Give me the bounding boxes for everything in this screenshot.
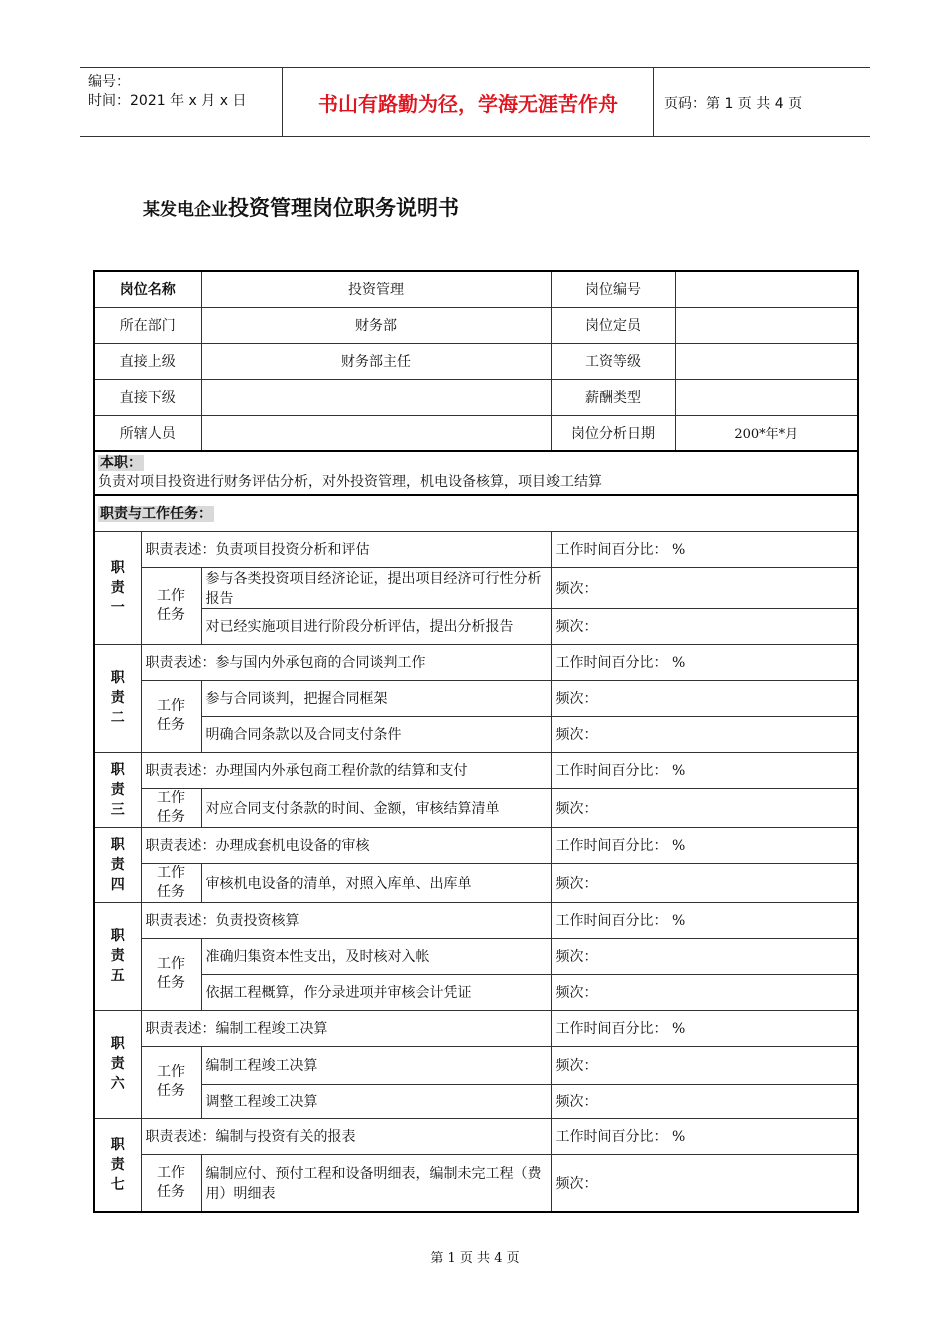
task-text: 对已经实施项目进行阶段分析评估，提出分析报告 xyxy=(201,608,551,644)
tasks-header-row xyxy=(94,495,858,531)
frequency-label: 频次： xyxy=(551,788,858,827)
time-label: 时间：2021 年 x 月 x 日 xyxy=(88,93,247,109)
info-row xyxy=(94,343,858,379)
percent-label: 工作时间百分比： % xyxy=(551,827,858,863)
task-text: 明确合同条款以及合同支付条件 xyxy=(201,716,551,752)
duty-desc-row xyxy=(94,1118,858,1154)
frequency-label: 频次： xyxy=(551,974,858,1010)
task-text: 对应合同支付条款的时间、金额，审核结算清单 xyxy=(201,788,551,827)
title-org: 某发电企业 xyxy=(143,200,228,220)
task-text: 依据工程概算，作分录进项并审核会计凭证 xyxy=(201,974,551,1010)
task-label: 工作 任务 xyxy=(141,938,201,1010)
duty-number: 职 责 七 xyxy=(94,1118,141,1212)
task-row xyxy=(94,1084,858,1118)
frequency-label: 频次： xyxy=(551,1154,858,1212)
task-row xyxy=(94,1046,858,1084)
pay-label: 薪酬类型 xyxy=(551,379,675,415)
duty-number: 职 责 五 xyxy=(94,902,141,1010)
info-row xyxy=(94,415,858,451)
grade-value xyxy=(675,343,858,379)
info-row xyxy=(94,307,858,343)
date-label: 岗位分析日期 xyxy=(551,415,675,451)
info-row xyxy=(94,379,858,415)
percent-label: 工作时间百分比： % xyxy=(551,1010,858,1046)
frequency-label: 频次： xyxy=(551,938,858,974)
frequency-label: 频次： xyxy=(551,1084,858,1118)
subordinate-label: 直接下级 xyxy=(94,379,201,415)
page-title xyxy=(143,192,459,222)
header-motto: 书山有路勤为径，学海无涯苦作舟 xyxy=(283,68,654,136)
post-name-value: 投资管理 xyxy=(201,271,551,307)
task-text: 编制工程竣工决算 xyxy=(201,1046,551,1084)
percent-label: 工作时间百分比： % xyxy=(551,644,858,680)
duty-desc-row xyxy=(94,644,858,680)
frequency-label: 频次： xyxy=(551,716,858,752)
task-label: 工作 任务 xyxy=(141,1154,201,1212)
info-row xyxy=(94,271,858,307)
staff-value xyxy=(201,415,551,451)
superior-value: 财务部主任 xyxy=(201,343,551,379)
tasks-header-cell xyxy=(94,495,858,531)
duty-label: 本职： xyxy=(100,455,142,471)
duty-number: 职 责 一 xyxy=(94,531,141,644)
frequency-label: 频次： xyxy=(551,1046,858,1084)
task-label: 工作 任务 xyxy=(141,788,201,827)
post-name-label: 岗位名称 xyxy=(94,271,201,307)
duty-desc-row xyxy=(94,1010,858,1046)
percent-label: 工作时间百分比： % xyxy=(551,752,858,788)
task-row xyxy=(94,1154,858,1212)
staff-label: 所辖人员 xyxy=(94,415,201,451)
duty-desc-row xyxy=(94,827,858,863)
quota-label: 岗位定员 xyxy=(551,307,675,343)
header-page-code: 页码：第 1 页 共 4 页 xyxy=(664,96,803,112)
task-row xyxy=(94,608,858,644)
task-row xyxy=(94,974,858,1010)
duty-description: 职责表述：负责项目投资分析和评估 xyxy=(141,531,551,567)
post-code-label: 岗位编号 xyxy=(551,271,675,307)
frequency-label: 频次： xyxy=(551,863,858,902)
percent-label: 工作时间百分比： % xyxy=(551,1118,858,1154)
dept-label: 所在部门 xyxy=(94,307,201,343)
frequency-label: 频次： xyxy=(551,567,858,608)
task-row xyxy=(94,716,858,752)
duty-description: 职责表述：办理成套机电设备的审核 xyxy=(141,827,551,863)
duty-cell xyxy=(94,451,858,495)
percent-label: 工作时间百分比： % xyxy=(551,531,858,567)
percent-label: 工作时间百分比： % xyxy=(551,902,858,938)
dept-value: 财务部 xyxy=(201,307,551,343)
grade-label: 工资等级 xyxy=(551,343,675,379)
quota-value xyxy=(675,307,858,343)
task-text: 参与合同谈判，把握合同框架 xyxy=(201,680,551,716)
task-label: 工作 任务 xyxy=(141,1046,201,1118)
tasks-label: 职责与工作任务： xyxy=(100,506,212,523)
subordinate-value xyxy=(201,379,551,415)
task-label: 工作 任务 xyxy=(141,567,201,644)
pay-value xyxy=(675,379,858,415)
frequency-label: 频次： xyxy=(551,680,858,716)
task-text: 参与各类投资项目经济论证，提出项目经济可行性分析报告 xyxy=(201,567,551,608)
duty-number: 职 责 六 xyxy=(94,1010,141,1118)
duty-desc-row xyxy=(94,531,858,567)
duty-number: 职 责 四 xyxy=(94,827,141,902)
duty-description: 职责表述：编制与投资有关的报表 xyxy=(141,1118,551,1154)
job-description-table xyxy=(93,270,859,1213)
title-doc: 投资管理岗位职务说明书 xyxy=(228,196,459,220)
frequency-label: 频次： xyxy=(551,608,858,644)
task-text: 调整工程竣工决算 xyxy=(201,1084,551,1118)
post-code-value xyxy=(675,271,858,307)
number-label: 编号： xyxy=(88,74,130,90)
duty-text: 负责对项目投资进行财务评估分析，对外投资管理，机电设备核算，项目竣工结算 xyxy=(98,474,602,490)
task-text: 审核机电设备的清单，对照入库单、出库单 xyxy=(201,863,551,902)
document-header xyxy=(80,67,870,137)
task-row xyxy=(94,567,858,608)
task-label: 工作 任务 xyxy=(141,863,201,902)
task-row xyxy=(94,680,858,716)
duty-number: 职 责 三 xyxy=(94,752,141,827)
duty-description: 职责表述：参与国内外承包商的合同谈判工作 xyxy=(141,644,551,680)
duty-number: 职 责 二 xyxy=(94,644,141,752)
duty-description: 职责表述：编制工程竣工决算 xyxy=(141,1010,551,1046)
task-row xyxy=(94,788,858,827)
date-value: 200*年*月 xyxy=(675,415,858,451)
duties-section xyxy=(94,531,858,1212)
page-footer: 第 1 页 共 4 页 xyxy=(430,1251,520,1266)
duty-desc-row xyxy=(94,752,858,788)
duty-desc-row xyxy=(94,902,858,938)
task-row xyxy=(94,863,858,902)
superior-label: 直接上级 xyxy=(94,343,201,379)
task-text: 准确归集资本性支出，及时核对入帐 xyxy=(201,938,551,974)
task-row xyxy=(94,938,858,974)
duty-description: 职责表述：负责投资核算 xyxy=(141,902,551,938)
task-label: 工作 任务 xyxy=(141,680,201,752)
duty-row xyxy=(94,451,858,495)
header-meta xyxy=(80,68,283,136)
task-text: 编制应付、预付工程和设备明细表，编制未完工程（费用）明细表 xyxy=(201,1154,551,1212)
duty-description: 职责表述：办理国内外承包商工程价款的结算和支付 xyxy=(141,752,551,788)
